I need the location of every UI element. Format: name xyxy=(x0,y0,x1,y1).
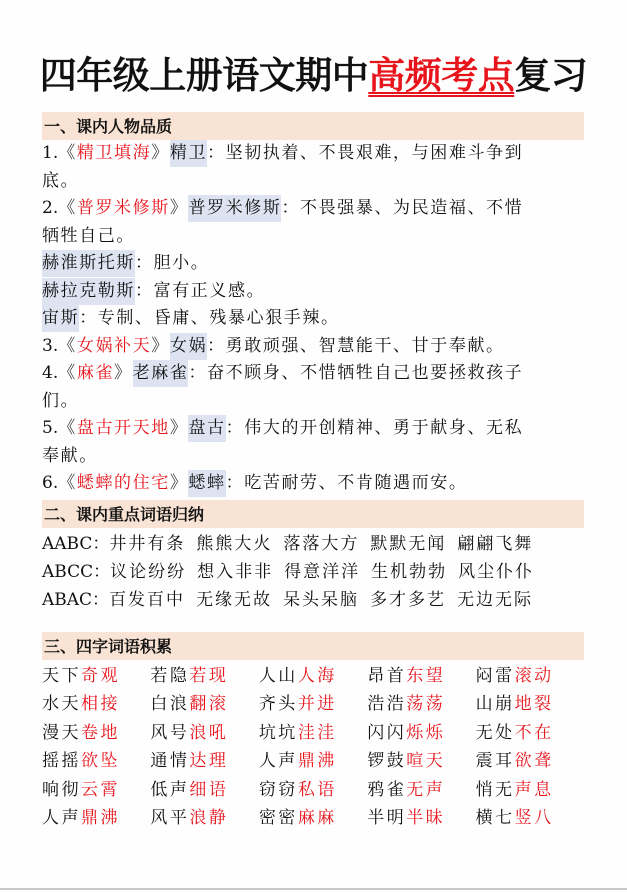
book-title: 盘古开天地 xyxy=(76,418,170,438)
pattern-label: ABAC： xyxy=(42,589,110,610)
page-bottom-divider xyxy=(0,888,627,890)
book-title: 蟋蟀的住宅 xyxy=(76,473,170,493)
character-traits: ：勇敢顽强、智慧能干、甘于奉献。 xyxy=(207,335,505,356)
idiom: 风号浪吼 xyxy=(150,722,229,743)
idiom: 天下奇观 xyxy=(42,665,120,686)
book-quote-close: 》 xyxy=(169,198,189,218)
vocab-word: 风尘仆仆 xyxy=(458,561,535,582)
idiom: 齐头并进 xyxy=(258,694,337,714)
list-item xyxy=(42,415,584,443)
idiom-grid xyxy=(42,662,584,833)
pattern-label: AABC： xyxy=(42,533,110,554)
character-traits-list xyxy=(42,140,584,498)
book-title: 精卫填海 xyxy=(76,143,152,163)
book-quote-open: 《 xyxy=(58,198,77,218)
idiom: 半明半昧 xyxy=(367,808,446,828)
vocab-word: 议论纷纷 xyxy=(110,561,187,582)
idiom: 低声细语 xyxy=(150,779,229,800)
idiom: 窃窃私语 xyxy=(258,779,337,800)
character-name: 老麻雀 xyxy=(133,360,189,387)
character-name: 宙斯 xyxy=(42,305,79,332)
item-number: 5. xyxy=(42,418,59,438)
character-name: 女娲 xyxy=(170,333,207,360)
book-quote-close: 》 xyxy=(169,418,189,438)
book-title: 普罗米修斯 xyxy=(76,198,170,218)
pattern-label: ABCC： xyxy=(42,561,111,582)
vocab-word: 落落大方 xyxy=(283,533,360,554)
idiom: 白浪翻滚 xyxy=(150,694,229,714)
idiom: 鸦雀无声 xyxy=(367,779,446,800)
book-quote-close: 》 xyxy=(151,335,170,356)
book-quote-open: 《 xyxy=(58,143,77,163)
character-name: 赫拉克勒斯 xyxy=(42,278,135,305)
idiom-row xyxy=(42,719,584,748)
vocab-word: 多才多艺 xyxy=(370,589,447,610)
title-highlight: 高频考点 xyxy=(368,54,515,97)
idiom: 悄无声息 xyxy=(475,779,554,800)
traits-continuation: 们。 xyxy=(42,390,80,411)
title-prefix: 四年级上册语文期中 xyxy=(39,54,369,97)
idiom: 浩浩荡荡 xyxy=(367,694,446,714)
idiom: 密密麻麻 xyxy=(258,808,337,828)
list-item xyxy=(42,250,584,278)
vocab-word: 默默无闻 xyxy=(370,533,447,554)
character-name: 盘古 xyxy=(188,415,225,442)
book-quote-close: 》 xyxy=(114,363,133,383)
idiom: 坑坑洼洼 xyxy=(258,722,337,743)
page-title xyxy=(0,52,627,100)
character-name: 精卫 xyxy=(170,140,207,167)
idiom-row xyxy=(42,662,584,691)
book-quote-open: 《 xyxy=(58,363,77,383)
item-number: 3. xyxy=(42,335,59,356)
idiom: 若隐若现 xyxy=(150,665,229,686)
vocab-word: 百发百中 xyxy=(109,589,186,610)
idiom-row xyxy=(42,804,584,833)
book-title: 麻雀 xyxy=(76,363,115,383)
character-name: 赫淮斯托斯 xyxy=(42,250,135,277)
traits-continuation: 底。 xyxy=(42,170,80,191)
list-item xyxy=(42,305,584,333)
idiom-row xyxy=(42,690,584,719)
item-number: 2. xyxy=(42,198,59,218)
vocab-word: 呆头呆脑 xyxy=(283,589,360,610)
vocab-word: 得意洋洋 xyxy=(284,561,361,582)
vocab-word: 无缘无故 xyxy=(196,589,273,610)
idiom-row xyxy=(42,776,584,805)
idiom: 人声鼎沸 xyxy=(42,808,120,828)
character-traits: ：吃苦耐劳、不肯随遇而安。 xyxy=(225,473,468,493)
traits-continuation: 奉献。 xyxy=(42,445,98,466)
idiom: 通情达理 xyxy=(150,751,229,771)
traits-continuation: 牺牲自己。 xyxy=(42,225,135,246)
book-quote-close: 》 xyxy=(151,143,170,163)
list-item xyxy=(42,360,584,388)
section-heading-four-char-idioms: 三、四字词语积累 xyxy=(42,632,584,660)
pattern-row-aabc xyxy=(42,530,584,558)
idiom: 摇摇欲坠 xyxy=(42,751,120,771)
list-item xyxy=(42,470,584,498)
idiom-row xyxy=(42,747,584,776)
vocab-word: 熊熊大火 xyxy=(196,533,273,554)
idiom: 人声鼎沸 xyxy=(258,751,337,771)
character-name: 普罗米修斯 xyxy=(188,195,281,222)
book-quote-open: 《 xyxy=(58,473,77,493)
title-suffix: 复习 xyxy=(514,54,588,97)
vocab-word: 想入非非 xyxy=(197,561,274,582)
idiom: 风平浪静 xyxy=(150,808,229,828)
list-item xyxy=(42,333,584,361)
item-number: 1. xyxy=(42,143,59,163)
character-traits: ：坚韧执着、不畏艰难，与困难斗争到 xyxy=(207,143,524,163)
vocab-word: 无边无际 xyxy=(457,589,534,610)
section-heading-character-traits: 一、课内人物品质 xyxy=(42,112,584,140)
content-body xyxy=(42,112,584,833)
idiom: 闪闪烁烁 xyxy=(367,722,446,743)
idiom: 漫天卷地 xyxy=(42,722,120,743)
book-quote-close: 》 xyxy=(169,473,189,493)
character-traits: ：专制、昏庸、残暴心狠手辣。 xyxy=(79,308,340,328)
idiom: 横七竖八 xyxy=(475,808,554,828)
book-title: 女娲补天 xyxy=(76,335,152,356)
pattern-row-abac xyxy=(42,586,584,614)
pattern-row-abcc xyxy=(42,558,584,586)
idiom: 闷雷滚动 xyxy=(475,665,554,686)
idiom: 水天相接 xyxy=(42,694,120,714)
item-number: 4. xyxy=(42,363,59,383)
vocab-word: 生机勃勃 xyxy=(371,561,448,582)
character-traits: ：胆小。 xyxy=(135,253,210,273)
book-quote-open: 《 xyxy=(58,418,77,438)
list-item xyxy=(42,140,584,168)
list-item xyxy=(42,195,584,223)
vocab-word: 翩翩飞舞 xyxy=(457,533,534,554)
book-quote-open: 《 xyxy=(58,335,77,356)
character-traits: ：不畏强暴、为民造福、不惜 xyxy=(281,198,524,218)
vocab-word: 井井有条 xyxy=(109,533,186,554)
list-item xyxy=(42,278,584,306)
idiom: 震耳欲聋 xyxy=(475,751,554,771)
character-traits: ：富有正义感。 xyxy=(135,280,266,301)
item-number: 6. xyxy=(42,473,59,493)
idiom: 山崩地裂 xyxy=(475,694,554,714)
character-name: 蟋蟀 xyxy=(188,470,225,497)
vocabulary-patterns xyxy=(42,530,584,614)
idiom: 昂首东望 xyxy=(367,665,446,686)
idiom: 无处不在 xyxy=(475,722,554,743)
character-traits: ：奋不顾身、不惜牺牲自己也要拯救孩子 xyxy=(188,363,524,383)
section-heading-key-vocabulary: 二、课内重点词语归纳 xyxy=(42,500,584,528)
character-traits: ：伟大的开创精神、勇于献身、无私 xyxy=(225,418,524,438)
idiom: 人山人海 xyxy=(258,665,337,686)
idiom: 响彻云霄 xyxy=(42,779,120,800)
idiom: 锣鼓喧天 xyxy=(367,751,446,771)
